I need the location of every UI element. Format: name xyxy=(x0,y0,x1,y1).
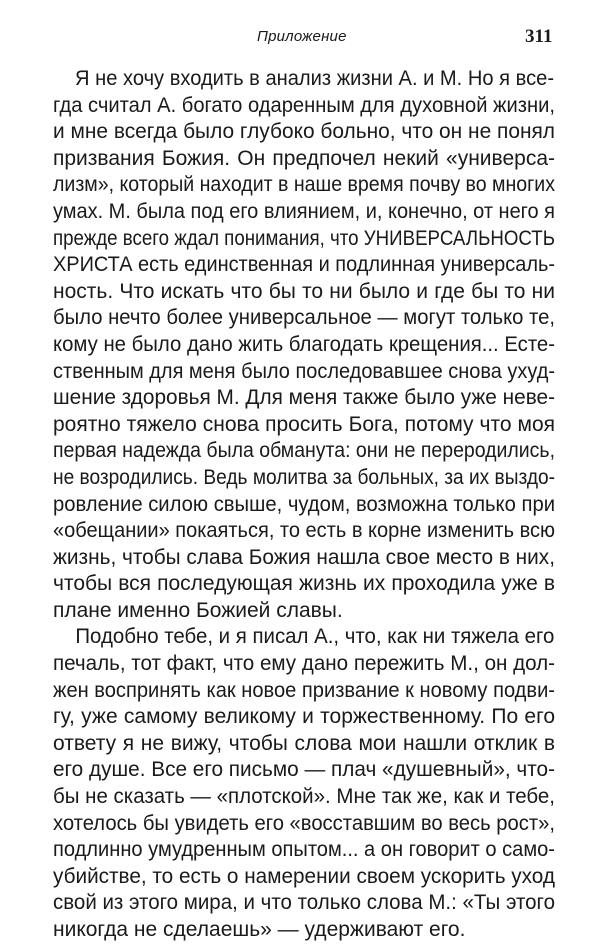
text-line: ственным для меня было последовавшее снова ухуд- xyxy=(53,359,555,383)
text-line: убийстве, то есть о намерении своем ускорить уход xyxy=(53,864,555,888)
text-line: роятно тяжело снова просить Бога, потому что моя xyxy=(53,412,555,436)
text-line: ответу я не вижу, чтобы слова мои нашли отклик в xyxy=(53,731,555,755)
text-line: кому не было дано жить благодать крещения... Есте- xyxy=(53,332,555,356)
text-line: первая надежда была обманута: они не переродились, xyxy=(53,439,555,463)
text-line: призвания Божия. Он предпочел некий «универса- xyxy=(53,146,555,170)
text-line: было нечто более универсальное — могут только те, xyxy=(53,306,555,330)
page-number: 311 xyxy=(525,26,553,47)
text-line: умах. М. была под его влиянием, и, конечно, от него я xyxy=(53,199,555,223)
text-line: и мне всегда было глубоко больно, что он не понял xyxy=(53,120,555,144)
text-line: жизнь, чтобы слава Божия нашла свое место в них, xyxy=(53,545,555,569)
text-line: ность. Что искать что бы то ни было и где бы то ни xyxy=(53,279,555,303)
text-line: лизм», который находит в наше время почву во многих xyxy=(53,173,555,197)
text-line: подлинно умудренным опытом... а он говорит о само- xyxy=(53,838,555,862)
text-line: жен воспринять как новое призвание к новому подви- xyxy=(53,678,555,702)
text-line: «обещании» покаяться, то есть в корне изменить всю xyxy=(53,519,555,543)
text-line: ХРИСТА есть единственная и подлинная универсаль- xyxy=(53,253,555,277)
page-header xyxy=(0,26,600,50)
text-line: никогда не сделаешь» — удерживают его. xyxy=(53,918,466,941)
text-line: гда считал А. богато одаренным для духовной жизни, xyxy=(53,93,555,117)
paragraph-first-line: Я не хочу входить в анализ жизни А. и М. Но я все- xyxy=(75,67,555,90)
text-line: бы не сказать — «плотской». Мне так же, как и тебе, xyxy=(53,785,555,809)
text-line: свой из этого мира, и что только слова М.: «Ты этого xyxy=(53,891,555,915)
text-line: ровление силою свыше, чудом, возможна только при xyxy=(53,492,555,516)
text-line: прежде всего ждал понимания, что УНИВЕРСАЛЬНОСТЬ xyxy=(53,226,555,250)
text-line: не возродились. Ведь молитва за больных, за их выздо- xyxy=(53,465,555,489)
text-line: его душе. Все его письмо — плач «душевный», что- xyxy=(53,758,555,782)
text-line: шение здоровья М. Для меня также было уже неве- xyxy=(53,386,555,410)
text-line: гу, уже самому великому и торжественному. По его xyxy=(53,705,555,729)
paragraph-first-line: Подобно тебе, и я писал А., что, как ни тяжела его xyxy=(75,625,555,649)
text-line: чтобы вся последующая жизнь их проходила уже в xyxy=(53,572,555,596)
running-title: Приложение xyxy=(257,28,347,45)
text-line: плане именно Божией славы. xyxy=(53,598,343,622)
text-line: печаль, тот факт, что ему дано пережить М., он дол- xyxy=(53,652,555,676)
body-text xyxy=(53,66,555,944)
text-line: хотелось бы увидеть его «восставшим во весь рост», xyxy=(53,811,555,835)
